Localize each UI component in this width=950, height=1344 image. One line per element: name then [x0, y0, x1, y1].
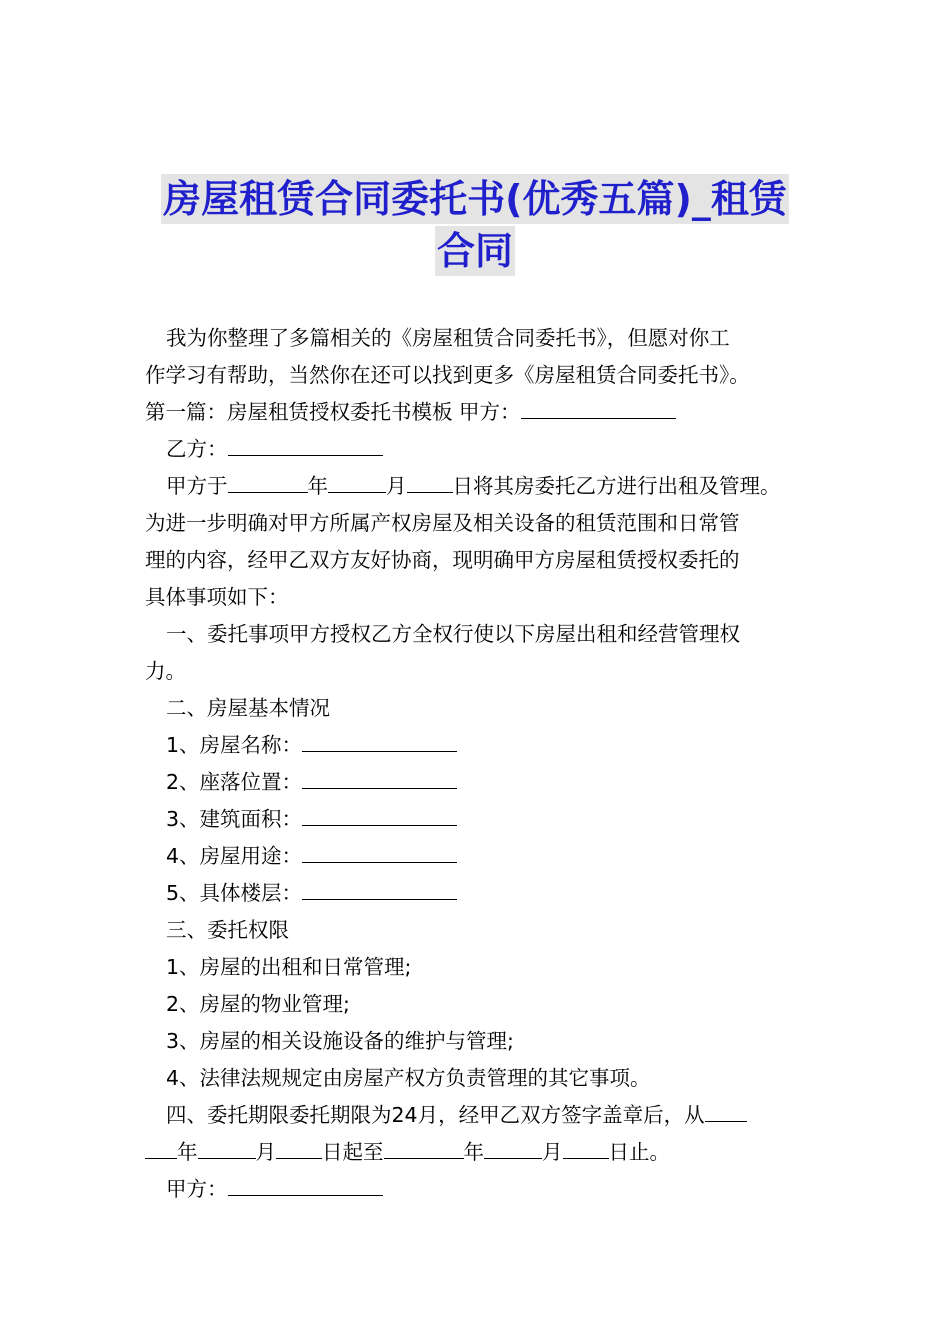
term-end-month-blank [484, 1138, 542, 1159]
delegation-text-b: 日将其房委托乙方进行出租及管理。 [452, 474, 781, 498]
term-start-year-blank [145, 1138, 177, 1159]
section-3-heading [145, 912, 815, 949]
document-body [145, 320, 815, 1208]
delegation-text-2: 为进一步明确对甲方所属产权房屋及相关设备的租赁范围和日常管 [145, 511, 740, 535]
permission-4 [145, 1060, 815, 1097]
house-use-line [145, 838, 815, 875]
chapter-1-text: 第一篇：房屋租赁授权委托书模板 甲方： [145, 400, 521, 424]
year-blank [228, 472, 308, 493]
delegation-text-4: 具体事项如下： [145, 585, 289, 609]
month-blank [328, 472, 386, 493]
delegation-line-2 [145, 505, 815, 542]
party-a-sign-label: 甲方： [166, 1177, 228, 1201]
delegation-line-3 [145, 542, 815, 579]
house-location-line [145, 764, 815, 801]
intro-paragraph-line-1 [145, 320, 815, 357]
intro-paragraph-line-2 [145, 357, 815, 394]
house-floor-line [145, 875, 815, 912]
house-name-label: 1、房屋名称： [166, 733, 303, 757]
section-2-heading [145, 690, 815, 727]
permission-2 [145, 986, 815, 1023]
term-year-label: 年 [177, 1140, 198, 1164]
permission-2-text: 2、房屋的物业管理; [166, 992, 350, 1016]
term-start-day-blank [276, 1138, 322, 1159]
section-4-text-a: 四、委托期限委托期限为24月，经甲乙双方签字盖章后，从 [166, 1103, 705, 1127]
delegation-line-1 [145, 468, 815, 505]
section-1-text-1: 一、委托事项甲方授权乙方全权行使以下房屋出租和经营管理权 [166, 622, 740, 646]
permission-1-text: 1、房屋的出租和日常管理; [166, 955, 412, 979]
section-2-text: 二、房屋基本情况 [166, 696, 330, 720]
delegation-text-a: 甲方于 [166, 474, 228, 498]
section-3-text: 三、委托权限 [166, 918, 289, 942]
party-b-line [145, 431, 815, 468]
intro-text-2: 作学习有帮助，当然你在还可以找到更多《房屋租赁合同委托书》。 [145, 363, 750, 387]
term-end-year-blank [384, 1138, 464, 1159]
house-location-label: 2、座落位置： [166, 770, 303, 794]
chapter-1-heading [145, 394, 815, 431]
permission-4-text: 4、法律法规规定由房屋产权方负责管理的其它事项。 [166, 1066, 651, 1090]
party-a-blank [521, 398, 676, 419]
house-floor-blank [302, 879, 457, 900]
house-area-line [145, 801, 815, 838]
section-4-line-1 [145, 1097, 815, 1134]
house-name-line [145, 727, 815, 764]
section-4-line-2 [145, 1134, 815, 1171]
house-use-label: 4、房屋用途： [166, 844, 303, 868]
house-area-blank [302, 805, 457, 826]
permission-3-text: 3、房屋的相关设施设备的维护与管理; [166, 1029, 514, 1053]
party-a-sign-blank [228, 1175, 383, 1196]
section-1-line-1 [145, 616, 815, 653]
document-title [140, 174, 810, 276]
title-line-1: 房屋租赁合同委托书(优秀五篇)_租赁 [161, 174, 789, 224]
party-a-sign-line [145, 1171, 815, 1208]
intro-text-1: 我为你整理了多篇相关的《房屋租赁合同委托书》，但愿对你工 [166, 326, 730, 350]
delegation-text-3: 理的内容，经甲乙双方友好协商，现明确甲方房屋租赁授权委托的 [145, 548, 740, 572]
house-location-blank [302, 768, 457, 789]
party-b-blank [228, 435, 383, 456]
term-end-month-label: 月 [542, 1140, 563, 1164]
day-blank [407, 472, 453, 493]
party-b-label: 乙方： [166, 437, 228, 461]
month-label: 月 [386, 474, 407, 498]
year-label: 年 [307, 474, 328, 498]
term-from-text: 日起至 [322, 1140, 384, 1164]
section-1-line-2 [145, 653, 815, 690]
house-floor-label: 5、具体楼层： [166, 881, 303, 905]
permission-1 [145, 949, 815, 986]
house-use-blank [302, 842, 457, 863]
title-line-2: 合同 [435, 226, 515, 276]
house-area-label: 3、建筑面积： [166, 807, 303, 831]
term-month-label: 月 [255, 1140, 276, 1164]
term-start-blank-part1 [705, 1101, 747, 1122]
delegation-line-4 [145, 579, 815, 616]
term-end-year-label: 年 [463, 1140, 484, 1164]
permission-3 [145, 1023, 815, 1060]
section-1-text-2: 力。 [145, 659, 186, 683]
term-start-month-blank [198, 1138, 256, 1159]
house-name-blank [302, 731, 457, 752]
term-end-day-blank [563, 1138, 609, 1159]
term-end-text: 日止。 [608, 1140, 670, 1164]
